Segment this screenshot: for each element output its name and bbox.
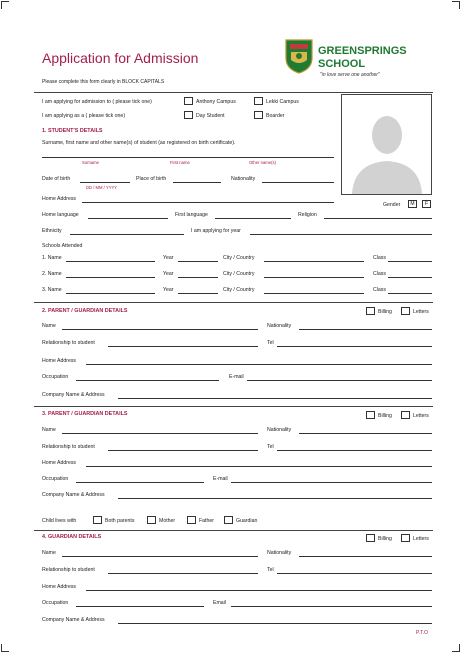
ethnicity-field[interactable] [70,234,184,235]
school-3-class-label: Class [373,287,386,293]
mother-checkbox[interactable] [147,516,156,524]
school-2-class-label: Class [373,271,386,277]
guardian-relationship-label: Relationship to student [42,567,95,573]
parent-2-occupation-label: Occupation [42,476,69,482]
surname-sublabel: Surname [82,160,99,165]
crop-mark-bottom-left [1,644,9,652]
school-2-year-label: Year [163,271,174,277]
pto-label: P.T.O [416,630,428,636]
parent-1-name-field[interactable] [62,329,258,330]
gender-m-checkbox[interactable]: M [408,200,417,208]
parent-2-email-label: E-mail [213,476,228,482]
home-language-field[interactable] [88,218,168,219]
guardian-tel-label: Tel [267,567,274,573]
photo-placeholder [341,94,432,195]
pob-label: Place of birth [136,176,167,182]
parent-2-heading: 3. PARENT / GUARDIAN DETAILS [42,411,128,417]
gender-label: Gender [383,202,401,208]
parent-2-nationality-label: Nationality [267,427,292,433]
parent-1-name-label: Name [42,323,56,329]
parent-2-name-label: Name [42,427,56,433]
anthony-campus-checkbox[interactable] [184,97,193,105]
guardian-billing-checkbox[interactable] [366,534,375,542]
father-label: Father [199,518,214,524]
crop-mark-top-right [452,1,460,9]
parent-2-billing-checkbox[interactable] [366,411,375,419]
crop-mark-top-left [1,1,9,9]
parent-1-heading: 2. PARENT / GUARDIAN DETAILS [42,308,128,314]
guardian-name-field[interactable] [62,556,258,557]
parent-2-company-label: Company Name & Address [42,492,105,498]
school-2-name-field[interactable] [66,277,155,278]
school-2-city-field[interactable] [264,277,364,278]
parent-1-tel-field[interactable] [277,346,432,347]
parent-1-company-field[interactable] [118,398,432,399]
religion-label: Religion [298,212,317,218]
parent-1-relationship-label: Relationship to student [42,340,95,346]
school-1-class-label: Class [373,255,386,261]
guardian-nationality-label: Nationality [267,550,292,556]
school-1-year-label: Year [163,255,174,261]
day-student-label: Day Student [196,113,225,119]
guardian-letters-label: Letters [413,536,429,542]
student-home-address-label: Home Address [42,196,77,202]
parent-1-billing-label: Billing [378,309,392,315]
parent-2-relationship-field[interactable] [108,450,258,451]
school-1-year-field[interactable] [178,261,218,262]
parent-1-letters-checkbox[interactable] [401,307,410,315]
first-language-label: First language [175,212,208,218]
school-1-city-label: City / Country [223,255,255,261]
school-2-city-label: City / Country [223,271,255,277]
student-home-address-field[interactable] [82,202,334,203]
parent-2-tel-label: Tel [267,444,274,450]
lekki-campus-checkbox[interactable] [254,97,263,105]
guardian-checkbox[interactable] [224,516,233,524]
school-2-year-field[interactable] [178,277,218,278]
student-name-instruction: Surname, first name and other name(s) of student (as registered on birth certificate). [42,140,236,146]
parent-2-tel-field[interactable] [277,450,432,451]
guardian-email-field[interactable] [231,606,432,607]
dob-format-hint: DD / MM / YYYY [86,185,118,190]
applying-year-field[interactable] [250,234,432,235]
school-3-name-label: 3. Name [42,287,62,293]
ethnicity-label: Ethnicity [42,228,62,234]
parent-2-relationship-label: Relationship to student [42,444,95,450]
student-details-heading: 1. STUDENT'S DETAILS [42,128,103,134]
section-2-divider [34,406,433,407]
anthony-campus-label: Anthony Campus [196,99,236,105]
student-name-field[interactable] [42,157,334,158]
guardian-company-field[interactable] [118,623,432,624]
lives-with-label: Child lives with [42,518,77,524]
parent-2-letters-label: Letters [413,413,429,419]
parent-1-tel-label: Tel [267,340,274,346]
parent-2-billing-label: Billing [378,413,392,419]
parent-2-home-address-label: Home Address [42,460,77,466]
parent-1-letters-label: Letters [413,309,429,315]
parent-1-email-field[interactable] [247,380,432,381]
parent-2-company-field[interactable] [118,498,432,499]
parent-1-company-label: Company Name & Address [42,392,105,398]
guardian-company-label: Company Name & Address [42,617,105,623]
instruction-text: Please complete this form clearly in BLOCK CAPITALS [42,79,165,85]
guardian-email-label: Email [213,600,226,606]
school-1-name-field[interactable] [66,261,155,262]
school-name-line2: SCHOOL [318,58,366,70]
lekki-campus-label: Lekki Campus [266,99,299,105]
pob-field[interactable] [173,182,221,183]
father-checkbox[interactable] [187,516,196,524]
student-nationality-label: Nationality [231,176,256,182]
school-1-class-field[interactable] [388,261,432,262]
both-parents-checkbox[interactable] [93,516,102,524]
parent-2-letters-checkbox[interactable] [401,411,410,419]
guardian-label: Guardian [236,518,258,524]
parent-1-home-address-field[interactable] [86,364,432,365]
applying-as-label: I am applying as a ( please tick one) [42,113,126,119]
religion-field[interactable] [324,218,432,219]
guardian-tel-field[interactable] [277,573,432,574]
school-3-name-field[interactable] [66,293,155,294]
parent-2-occupation-field[interactable] [76,482,204,483]
parent-2-email-field[interactable] [231,482,432,483]
parent-2-home-address-field[interactable] [86,466,432,467]
parent-1-billing-checkbox[interactable] [366,307,375,315]
school-motto: "in love serve one another" [320,72,380,78]
mother-label: Mother [159,518,176,524]
both-parents-label: Both parents [105,518,135,524]
parent-1-nationality-label: Nationality [267,323,292,329]
schools-attended-label: Schools Attended [42,243,83,249]
school-1-city-field[interactable] [264,261,364,262]
school-crest-icon [283,38,315,74]
guardian-occupation-label: Occupation [42,600,69,606]
applying-for-label: I am applying for admission to ( please tick one) [42,99,152,105]
student-nationality-field[interactable] [262,182,334,183]
guardian-heading: 4. GUARDIAN DETAILS [42,534,102,540]
parent-1-nationality-field[interactable] [299,329,432,330]
first-name-sublabel: First name [170,160,190,165]
school-1-name-label: 1. Name [42,255,62,261]
school-2-class-field[interactable] [388,277,432,278]
guardian-home-address-field[interactable] [86,590,432,591]
guardian-billing-label: Billing [378,536,392,542]
parent-1-occupation-label: Occupation [42,374,69,380]
section-1-divider [34,302,433,303]
other-names-sublabel: Other name(s) [249,160,276,165]
first-language-field[interactable] [215,218,291,219]
home-language-label: Home language [42,212,79,218]
school-3-year-label: Year [163,287,174,293]
dob-label: Date of birth [42,176,71,182]
person-silhouette-icon [342,95,431,194]
day-student-checkbox[interactable] [184,111,193,119]
crop-mark-bottom-right [452,644,460,652]
dob-field[interactable] [80,182,130,183]
gender-f-checkbox[interactable]: F [422,200,431,208]
school-3-class-field[interactable] [388,293,432,294]
school-3-city-field[interactable] [264,293,364,294]
header-divider [34,92,433,93]
school-2-name-label: 2. Name [42,271,62,277]
applying-year-label: I am applying for year [191,228,241,234]
section-3-divider [34,530,433,531]
guardian-letters-checkbox[interactable] [401,534,410,542]
guardian-name-label: Name [42,550,56,556]
parent-2-nationality-field[interactable] [299,433,432,434]
guardian-relationship-field[interactable] [108,573,258,574]
parent-1-home-address-label: Home Address [42,358,77,364]
parent-2-name-field[interactable] [62,433,258,434]
page-title: Application for Admission [42,50,199,66]
guardian-nationality-field[interactable] [299,556,432,557]
boarder-checkbox[interactable] [254,111,263,119]
school-name-line1: GREENSPRINGS [318,45,407,57]
guardian-occupation-field[interactable] [76,606,204,607]
school-3-city-label: City / Country [223,287,255,293]
parent-1-occupation-field[interactable] [76,380,219,381]
parent-1-relationship-field[interactable] [108,346,258,347]
parent-1-email-label: E-mail [229,374,244,380]
school-3-year-field[interactable] [178,293,218,294]
guardian-home-address-label: Home Address [42,584,77,590]
boarder-label: Boarder [266,113,285,119]
